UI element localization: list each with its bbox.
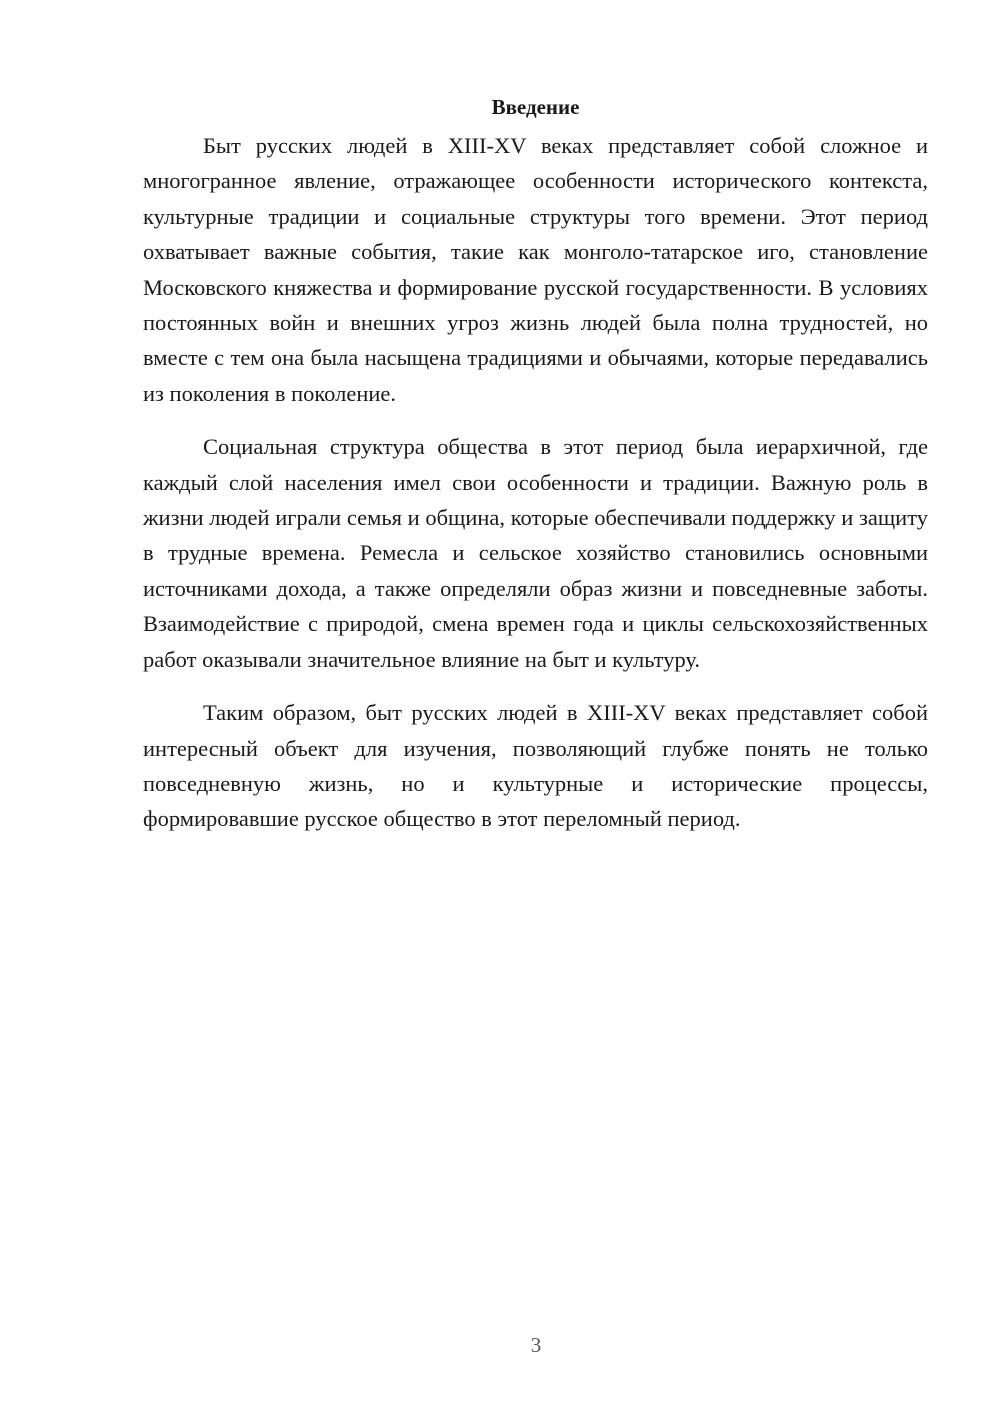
page-content <box>143 92 928 855</box>
section-heading: Введение <box>491 95 580 119</box>
paragraph-intro: Быт русских людей в XIII-XV веках представляет собой сложное и многогранное явление, отражающее особенности исторического контекста, культурные традиции и социальные структуры того времени. Этот период охватывает важные события, такие как монголо-татарское иго, становление Московского княжества и формирование русской государственности. В условиях постоянных войн и внешних угроз жизнь людей была полна трудностей, но вместе с тем она была насыщена традициями и обычаями, которые передавались из поколения в поколение. <box>143 133 928 406</box>
paragraph-conclusion: Таким образом, быт русских людей в XIII-XV веках представляет собой интересный объект для изучения, позволяющий глубже понять не только повседневную жизнь, но и культурные и исторические процессы, формировавшие русское общество в этот переломный период. <box>143 700 928 832</box>
page-number: 3 <box>530 1333 542 1357</box>
paragraph-social-structure: Социальная структура общества в этот период была иерархичной, где каждый слой населения имел свои особенности и традиции. Важную роль в жизни людей играли семья и община, которые обеспечивали поддержку и защиту в трудные времена. Ремесла и сельское хозяйство становились основными источниками дохода, а также определяли образ жизни и повседневные заботы. Взаимодействие с природой, смена времен года и циклы сельскохозяйственных работ оказывали значительное влияние на быт и культуру. <box>143 434 928 672</box>
